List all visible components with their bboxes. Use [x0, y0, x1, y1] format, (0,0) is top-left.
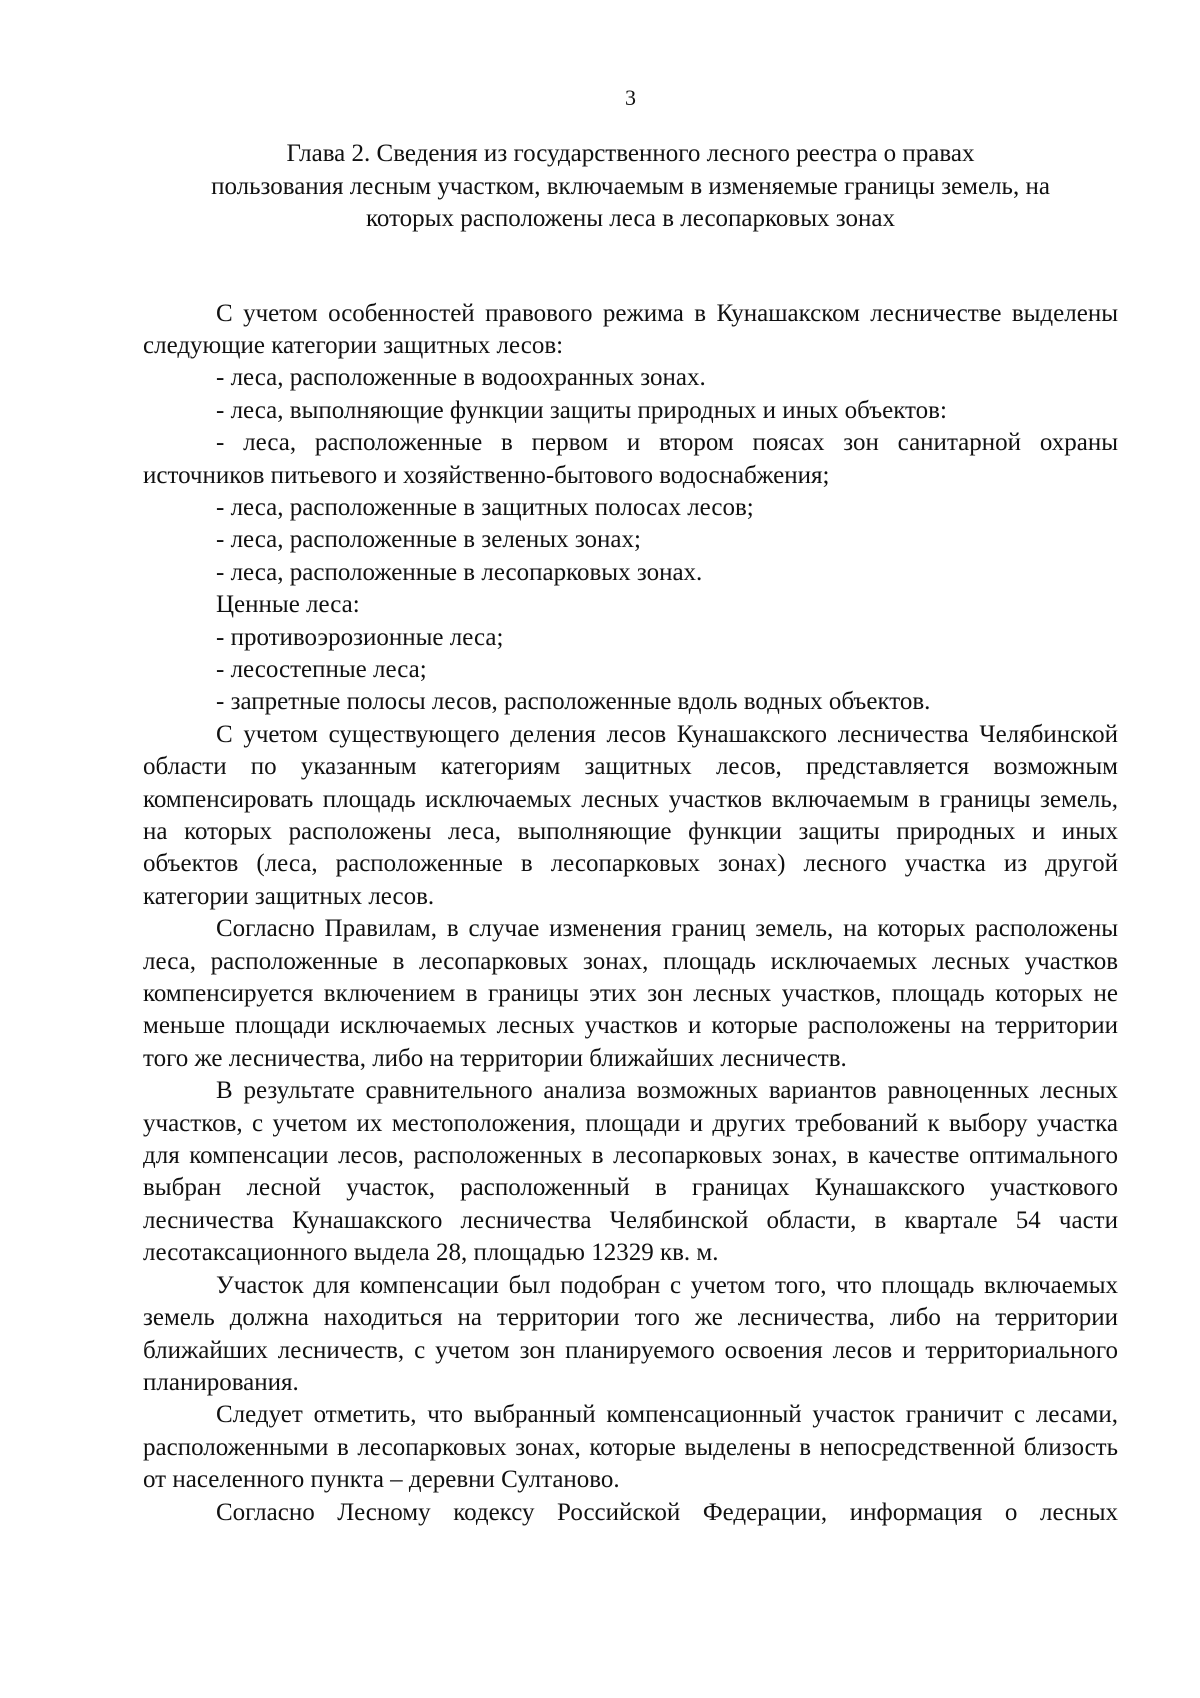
paragraph: Согласно Лесному кодексу Российской Федерации, информация о лесных	[216, 1498, 1118, 1526]
chapter-title-line: которых расположены леса в лесопарковых зонах	[366, 205, 895, 232]
list-item: - лесостепные леса;	[216, 655, 427, 683]
document-page	[143, 84, 1118, 1529]
list-item: - леса, расположенные в лесопарковых зонах.	[216, 558, 703, 586]
paragraph: В результате сравнительного анализа возможных вариантов равноценных лесных участков, с учетом их местоположения, площади и других требований к выбору участка для компенсации лесов, расположенных в лесопарковых зонах, в качестве оптимального выбран лесной участок, расположенный в границах Кунашакского участкового лесничества Кунашакского лесничества Челябинской области, в квартале 54 части лесотаксационного выдела 28, площадью 12329 кв. м.	[143, 1077, 1118, 1267]
body-text	[143, 298, 1118, 1529]
list-item: - леса, расположенные в первом и втором поясах зон санитарной охраны источников питьевого и хозяйственно-бытового водоснабжения;	[143, 429, 1118, 489]
list-item: - леса, выполняющие функции защиты природных и иных объектов:	[216, 396, 947, 424]
page-number: 3	[625, 85, 636, 110]
paragraph: Участок для компенсации был подобран с учетом того, что площадь включаемых земель должна находиться на территории того же лесничества, либо на территории ближайших лесничеств, с учетом зон планируемого освоения лесов и территориального планирования.	[143, 1271, 1118, 1396]
chapter-title	[143, 138, 1118, 236]
list-item: - запретные полосы лесов, расположенные вдоль водных объектов.	[216, 688, 931, 716]
paragraph: С учетом существующего деления лесов Кунашакского лесничества Челябинской области по указанным категориям защитных лесов, представляется возможным компенсировать площадь исключаемых лесных участков включаемым в границы земель, на которых расположены леса, выполняющие функции защиты природных и иных объектов (леса, расположенные в лесопарковых зонах) лесного участка из другой категории защитных лесов.	[143, 720, 1118, 910]
paragraph: Ценные леса:	[216, 591, 360, 619]
list-item: - леса, расположенные в зеленых зонах;	[216, 526, 641, 554]
chapter-title-line: пользования лесным участком, включаемым в изменяемые границы земель, на	[211, 172, 1050, 200]
list-item: - противоэрозионные леса;	[216, 623, 504, 651]
list-item: - леса, расположенные в водоохранных зонах.	[216, 364, 706, 392]
chapter-title-line: Глава 2. Сведения из государственного лесного реестра о правах	[286, 140, 975, 167]
list-item: - леса, расположенные в защитных полосах лесов;	[216, 493, 754, 521]
paragraph: С учетом особенностей правового режима в Кунашакском лесничестве выделены следующие категории защитных лесов:	[143, 299, 1118, 359]
paragraph: Следует отметить, что выбранный компенсационный участок граничит с лесами, расположенными в лесопарковых зонах, которые выделены в непосредственной близость от населенного пункта – деревни Султаново.	[143, 1401, 1118, 1494]
paragraph: Согласно Правилам, в случае изменения границ земель, на которых расположены леса, расположенные в лесопарковых зонах, площадь исключаемых лесных участков компенсируется включением в границы этих зон лесных участков, площадь которых не меньше площади исключаемых лесных участков и которые расположены на территории того же лесничества, либо на территории ближайших лесничеств.	[143, 915, 1118, 1072]
